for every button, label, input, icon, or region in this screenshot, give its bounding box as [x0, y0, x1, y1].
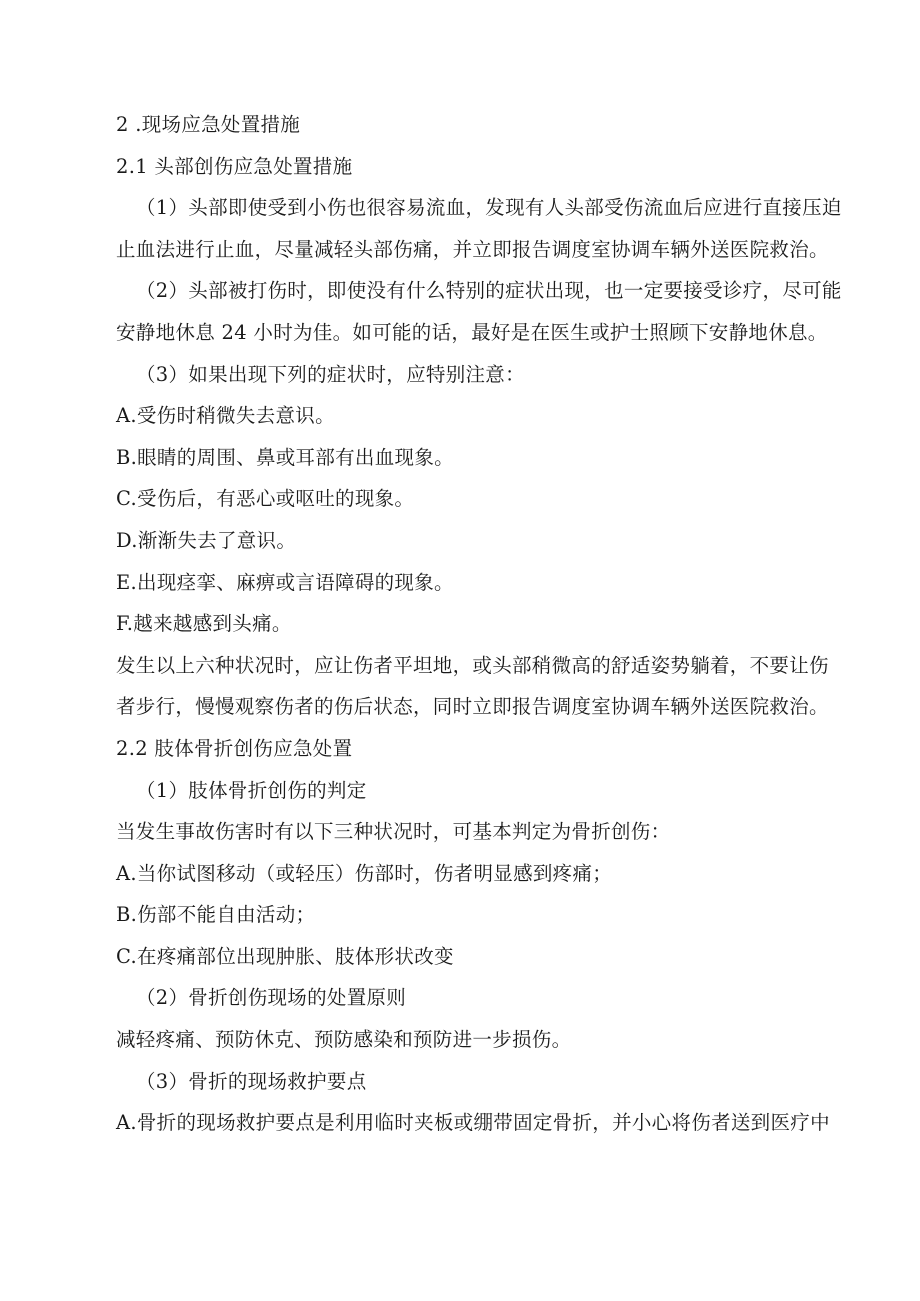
section-2-2-heading: 2.2 肢体骨折创伤应急处置 [116, 736, 353, 760]
symptom-d: D.渐渐失去了意识。 [116, 528, 297, 552]
head-item-2-line-1: （2）头部被打伤时，即使没有什么特别的症状出现，也一定要接受诊疗，尽可能 [136, 279, 842, 303]
fracture-judgement-intro: 当发生事故伤害时有以下三种状况时，可基本判定为骨折创伤： [116, 820, 671, 844]
fracture-principle: 减轻疼痛、预防休克、预防感染和预防进一步损伤。 [116, 1028, 572, 1052]
fracture-criterion-c: C.在疼痛部位出现肿胀、肢体形状改变 [116, 944, 454, 968]
head-item-3: （3）如果出现下列的症状时，应特别注意： [136, 362, 525, 386]
fracture-item-3: （3）骨折的现场救护要点 [136, 1069, 367, 1093]
symptom-e: E.出现痉挛、麻痹或言语障碍的现象。 [116, 570, 454, 594]
fracture-criterion-a: A.当你试图移动（或轻压）伤部时，伤者明显感到疼痛； [116, 861, 613, 885]
section-2-heading: 2 .现场应急处置措施 [116, 113, 301, 136]
fracture-rescue-point-a: A.骨折的现场救护要点是利用临时夹板或绷带固定骨折，并小心将伤者送到医疗中 [116, 1111, 830, 1135]
symptom-f: F.越来越感到头痛。 [116, 612, 292, 636]
document-body [116, 104, 856, 1144]
symptom-b: B.眼睛的周围、鼻或耳部有出血现象。 [116, 445, 454, 469]
fracture-item-2: （2）骨折创伤现场的处置原则 [136, 986, 407, 1010]
head-conclusion-line-2: 者步行，慢慢观察伤者的伤后状态，同时立即报告调度室协调车辆外送医院救治。 [116, 695, 829, 719]
symptom-a: A.受伤时稍微失去意识。 [116, 404, 335, 428]
head-item-1-line-2: 止血法进行止血，尽量减轻头部伤痛，并立即报告调度室协调车辆外送医院救治。 [116, 237, 829, 261]
head-item-2-line-2: 安静地休息 24 小时为佳。如可能的话，最好是在医生或护士照顾下安静地休息。 [116, 320, 828, 344]
symptom-c: C.受伤后，有恶心或呕吐的现象。 [116, 487, 415, 511]
fracture-item-1: （1）肢体骨折创伤的判定 [136, 778, 367, 802]
head-conclusion-line-1: 发生以上六种状况时，应让伤者平坦地，或头部稍微高的舒适姿势躺着，不要让伤 [116, 653, 829, 677]
section-2-1-heading: 2.1 头部创伤应急处置措施 [116, 154, 353, 178]
fracture-criterion-b: B.伤部不能自由活动； [116, 903, 316, 927]
head-item-1-line-1: （1）头部即使受到小伤也很容易流血，发现有人头部受伤流血后应进行直接压迫 [136, 196, 842, 220]
